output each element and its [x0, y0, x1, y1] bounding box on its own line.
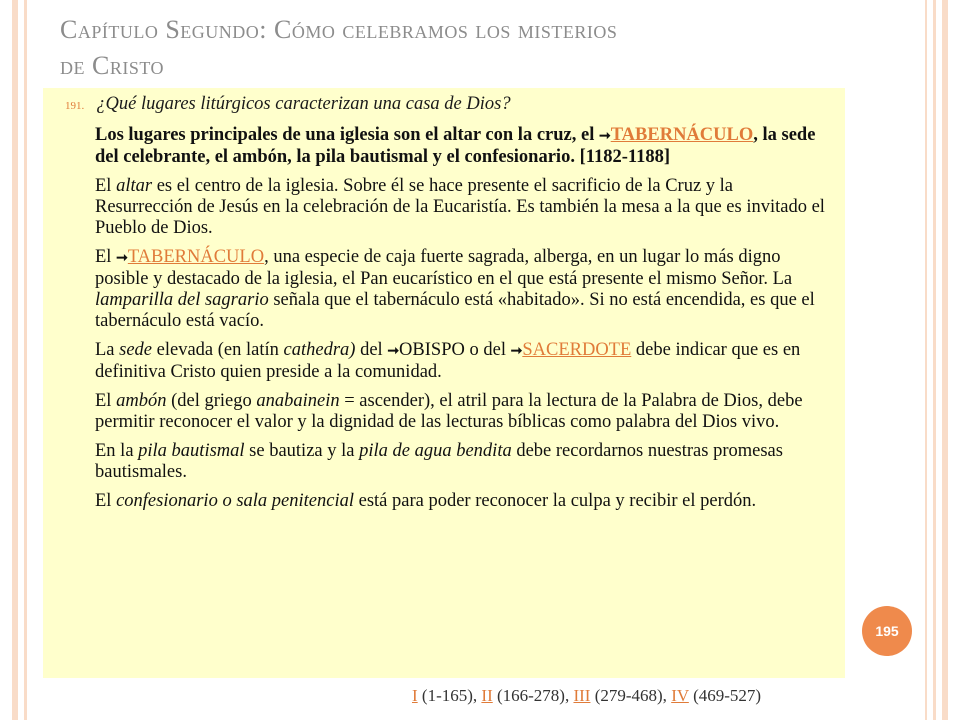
- term-pila-bautismal: pila bautismal: [138, 441, 245, 461]
- slide-title-line2: de Cristo: [60, 51, 165, 80]
- text-run: debe recordarnos nuestras promesas bautismales.: [95, 441, 783, 482]
- text-run: El: [95, 391, 117, 411]
- decor-stripe: [933, 0, 936, 720]
- term-pila-agua-bendita: pila de agua bendita: [359, 441, 512, 461]
- term-ambon: ambón: [116, 391, 167, 411]
- text-run: o del: [464, 340, 511, 360]
- footer-range: (469-527): [688, 686, 762, 705]
- paragraph-sede: [95, 340, 831, 383]
- link-tabernaculo[interactable]: TABERNÁCULO: [127, 247, 265, 267]
- text-run: El: [95, 491, 117, 511]
- arrow-right-icon: ➞: [510, 344, 523, 359]
- footer-link-i[interactable]: I: [412, 686, 418, 705]
- term-cathedra: cathedra): [283, 340, 356, 360]
- question-number: 191.: [65, 100, 85, 112]
- text-run: El: [95, 247, 117, 267]
- footer-section-links: [412, 686, 761, 706]
- term-sede: sede: [119, 340, 153, 360]
- text-run: señala que el tabernáculo está «habitado». Si no está encendida, es que el tabernáculo está vacío.: [95, 290, 815, 331]
- paragraph-ambon: [95, 391, 831, 433]
- link-tabernaculo[interactable]: TABERNÁCULO: [610, 125, 754, 145]
- text-run: debe indicar que es en definitiva Cristo quien preside a la comunidad.: [95, 340, 801, 382]
- footer-link-iii[interactable]: III: [573, 686, 591, 705]
- content-box: [43, 88, 845, 678]
- term-altar: altar: [116, 176, 153, 196]
- answer-paragraph: [95, 125, 831, 168]
- text-run: La: [95, 340, 120, 360]
- footer-link-ii[interactable]: II: [481, 686, 493, 705]
- footer-range: (166-278),: [492, 686, 574, 705]
- text-run: (del griego: [166, 391, 257, 411]
- text-run: , una especie de caja fuerte sagrada, alberga, en un lugar lo más digno posible y destacado de la iglesia, el Pan eucarístico en el que está presente el mismo Señor. La: [95, 247, 793, 289]
- paragraph-confesionario: [95, 491, 831, 512]
- slide-title-line1: Capítulo Segundo: Cómo celebramos los misterios: [60, 15, 618, 44]
- text-run: Los lugares principales de una iglesia son el altar con la cruz, el: [95, 125, 599, 145]
- text-run: En la: [95, 441, 139, 461]
- arrow-right-icon: ➞: [387, 344, 400, 359]
- decor-stripe: [12, 0, 18, 720]
- paragraph-tabernaculo: [95, 247, 831, 332]
- paragraph-altar: [95, 176, 831, 239]
- term-obispo: OBISPO: [399, 340, 465, 360]
- decor-stripe: [942, 0, 948, 720]
- text-run: = ascender), el atril para la lectura de la Palabra de Dios, debe permitir reconocer el valor y la dignidad de las lecturas bíblicas como palabra del Dios vivo.: [95, 391, 803, 432]
- question-row: [65, 94, 831, 115]
- text-run: del: [355, 340, 388, 360]
- footer-range: (1-165),: [417, 686, 482, 705]
- term-confesionario: confesionario o sala penitencial: [116, 491, 354, 511]
- link-sacerdote[interactable]: SACERDOTE: [522, 340, 632, 360]
- text-run: elevada (en latín: [152, 340, 284, 360]
- decor-stripe: [24, 0, 27, 720]
- arrow-right-icon: ➞: [116, 251, 128, 266]
- text-run: está para poder reconocer la culpa y recibir el perdón.: [353, 491, 757, 511]
- decor-stripe: [925, 0, 927, 720]
- footer-link-iv[interactable]: IV: [671, 686, 689, 705]
- term-lamparilla: lamparilla del sagrario: [95, 290, 269, 310]
- arrow-right-icon: ➞: [598, 129, 611, 144]
- text-run: El: [95, 176, 117, 196]
- footer-range: (279-468),: [590, 686, 672, 705]
- question-text: ¿Qué lugares litúrgicos caracterizan una casa de Dios?: [96, 94, 511, 114]
- term-anabainein: anabainein: [256, 391, 340, 411]
- text-run: es el centro de la iglesia. Sobre él se hace presente el sacrificio de la Cruz y la Resurrección de Jesús en la celebración de la Eucaristía. Es también la mesa a la que es invitado el Pueblo de Dios.: [95, 176, 825, 238]
- slide-title: [60, 12, 860, 84]
- text-run: se bautiza y la: [244, 441, 360, 461]
- text-run: , la sede del celebrante, el ambón, la pila bautismal y el confesionario. [1182-1188]: [95, 125, 816, 167]
- page-number-badge: 195: [862, 606, 912, 656]
- paragraph-pila: [95, 441, 831, 483]
